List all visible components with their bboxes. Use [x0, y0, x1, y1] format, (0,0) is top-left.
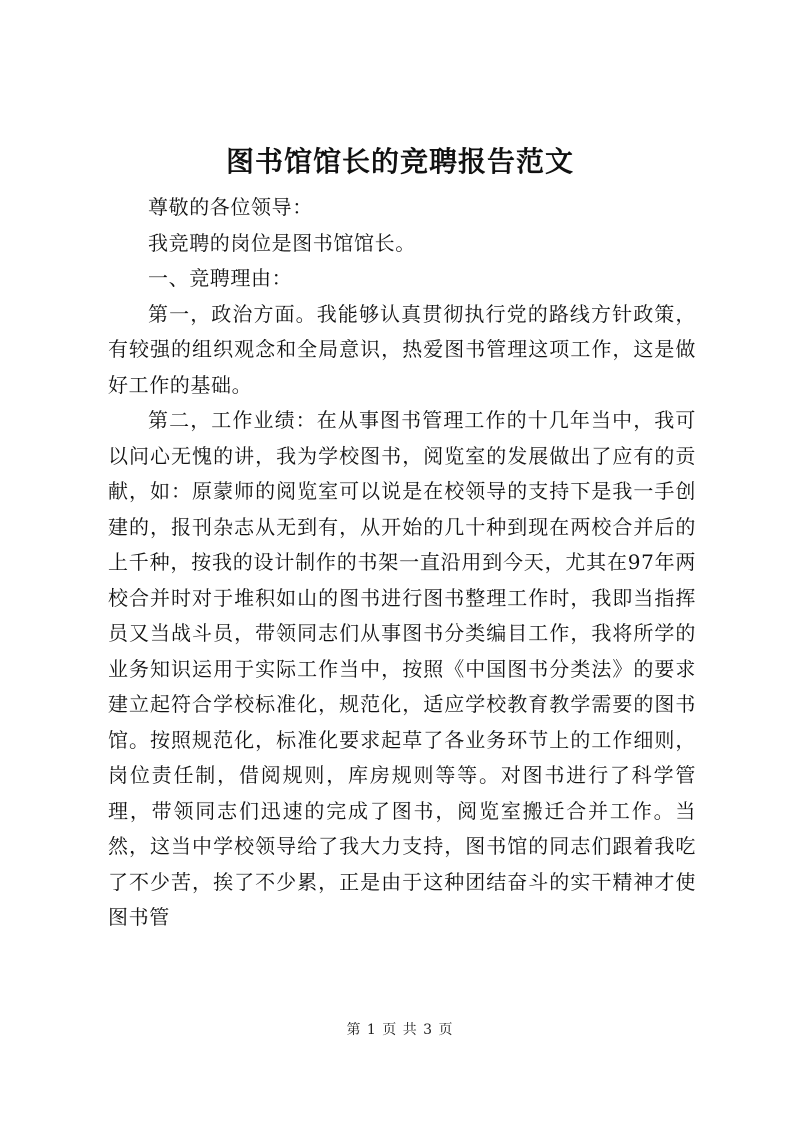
- paragraph-political: 第一，政治方面。我能够认真贯彻执行党的路线方针政策，有较强的组织观念和全局意识，热爱图书管理这项工作，这是做好工作的基础。: [108, 301, 696, 397]
- document-title: 图书馆馆长的竞聘报告范文: [225, 145, 574, 178]
- page-footer: 第 1 页 共 3 页: [346, 1022, 454, 1038]
- paragraph-salutation: 尊敬的各位领导：: [148, 195, 313, 219]
- paragraph-achievements: 第二，工作业绩：在从事图书管理工作的十几年当中，我可以问心无愧的讲，我为学校图书，阅览室的发展做出了应有的贡献，如：原蒙师的阅览室可以说是在校领导的支持下是我一手创建的，报刊杂志从无到有，从开始的几十种到现在两校合并后的上千种，按我的设计制作的书架一直沿用到今天，尤其在97年两校合并时对于堆积如山的图书进行图书整理工作时，我即当指挥员又当战斗员，带领同志们从事图书分类编目工作，我将所学的业务知识运用于实际工作当中，按照《中国图书分类法》的要求建立起符合学校标准化，规范化，适应学校教育教学需要的图书馆。按照规范化，标准化要求起草了各业务环节上的工作细则，岗位责任制，借阅规则，库房规则等等。对图书进行了科学管理，带领同志们迅速的完成了图书，阅览室搬迁合并工作。当然，这当中学校领导给了我大力支持，图书馆的同志们跟着我吃了不少苦，挨了不少累，正是由于这种团结奋斗的实干精神才使图书管: [108, 408, 696, 929]
- document-body: [108, 190, 696, 936]
- paragraph-position: 我竞聘的岗位是图书馆馆长。: [148, 230, 416, 255]
- paragraph-section-heading: 一、竞聘理由：: [148, 266, 293, 290]
